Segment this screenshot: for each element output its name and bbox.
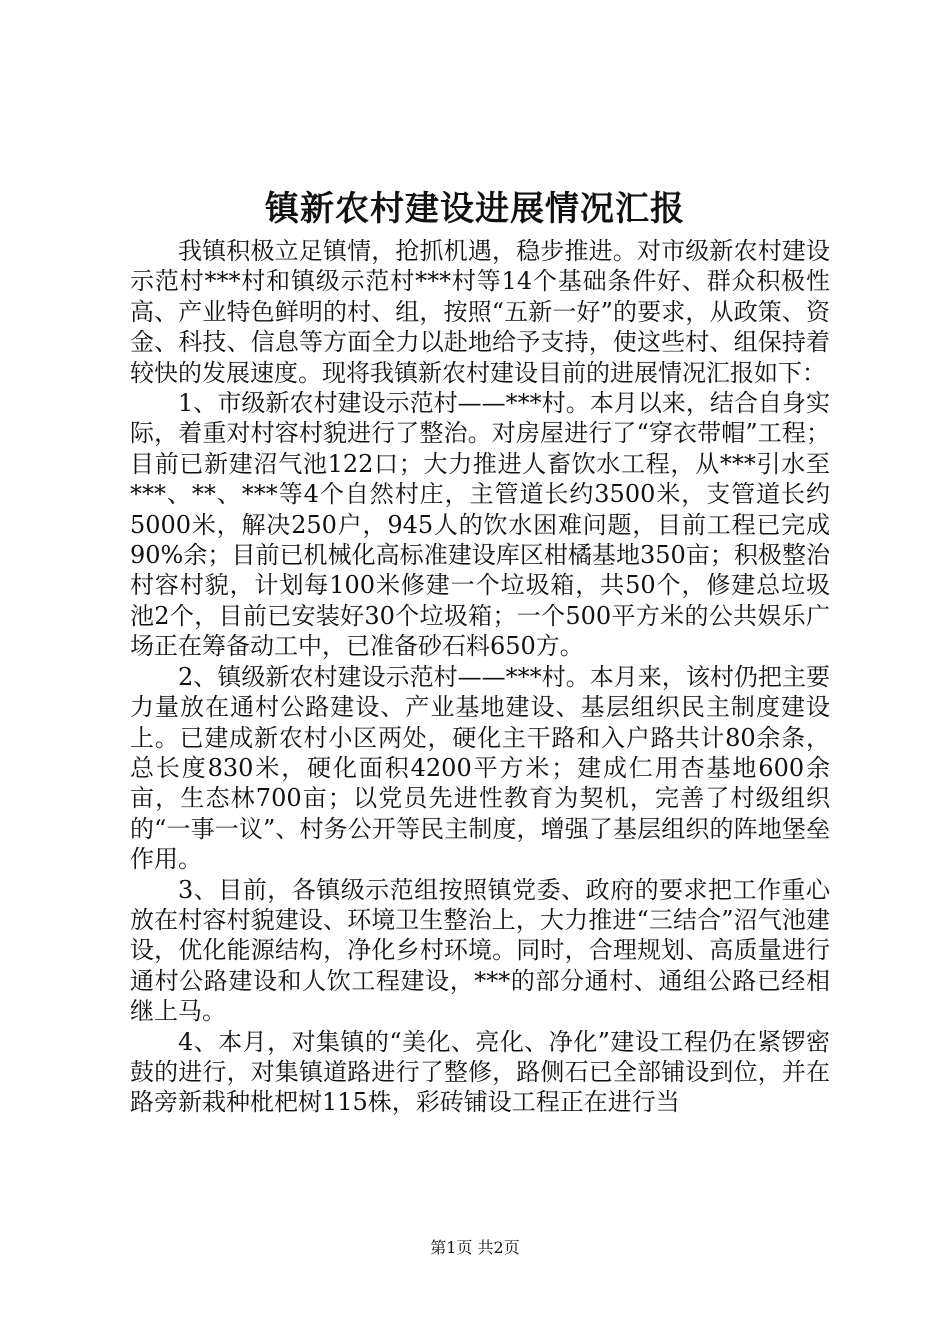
paragraph-item-3: 3、目前，各镇级示范组按照镇党委、政府的要求把工作重心放在村容村貌建设、环境卫生整治上，大力推进“三结合”沼气池建设，优化能源结构，净化乡村环境。同时，合理规划、高质量进行通村公路建设和人饮工程建设，***的部分通村、通组公路已经相继上马。 <box>130 875 830 1026</box>
page-footer-indicator: 第1页 共2页 <box>430 1238 520 1257</box>
paragraph-intro: 我镇积极立足镇情，抢抓机遇，稳步推进。对市级新农村建设示范村***村和镇级示范村***村等14个基础条件好、群众积极性高、产业特色鲜明的村、组，按照“五新一好”的要求，从政策、资金、科技、信息等方面全力以赴地给予支持，使这些村、组保持着较快的发展速度。现将我镇新农村建设目前的进展情况汇报如下： <box>130 237 830 387</box>
document-body <box>130 236 830 1118</box>
paragraph-item-2: 2、镇级新农村建设示范村——***村。本月来，该村仍把主要力量放在通村公路建设、产业基地建设、基层组织民主制度建设上。已建成新农村小区两处，硬化主干路和入户路共计80余条，总长度830米，硬化面积4200平方米；建成仁用杏基地600余亩，生态林700亩；以党员先进性教育为契机，完善了村级组织的“一事一议”、村务公开等民主制度，增强了基层组织的阵地堡垒作用。 <box>130 662 830 874</box>
paragraph-item-4: 4、本月，对集镇的“美化、亮化、净化”建设工程仍在紧锣密鼓的进行，对集镇道路进行了整修，路侧石已全部铺设到位，并在路旁新栽种枇杷树115株，彩砖铺设工程正在进行当 <box>130 1027 830 1117</box>
paragraph-item-1: 1、市级新农村建设示范村——***村。本月以来，结合自身实际，着重对村容村貌进行了整治。对房屋进行了“穿衣带帽”工程；目前已新建沼气池122口；大力推进人畜饮水工程，从***引水至***、**、***等4个自然村庄，主管道长约3500米，支管道长约5000米，解决250户，945人的饮水困难问题，目前工程已完成90%余；目前已机械化高标准建设库区柑橘基地350亩；积极整治村容村貌，计划每100米修建一个垃圾箱，共50个，修建总垃圾池2个，目前已安装好30个垃圾箱；一个500平方米的公共娱乐广场正在筹备动工中，已准备砂石料650方。 <box>130 389 830 661</box>
document-title: 镇新农村建设进展情况汇报 <box>265 189 685 229</box>
